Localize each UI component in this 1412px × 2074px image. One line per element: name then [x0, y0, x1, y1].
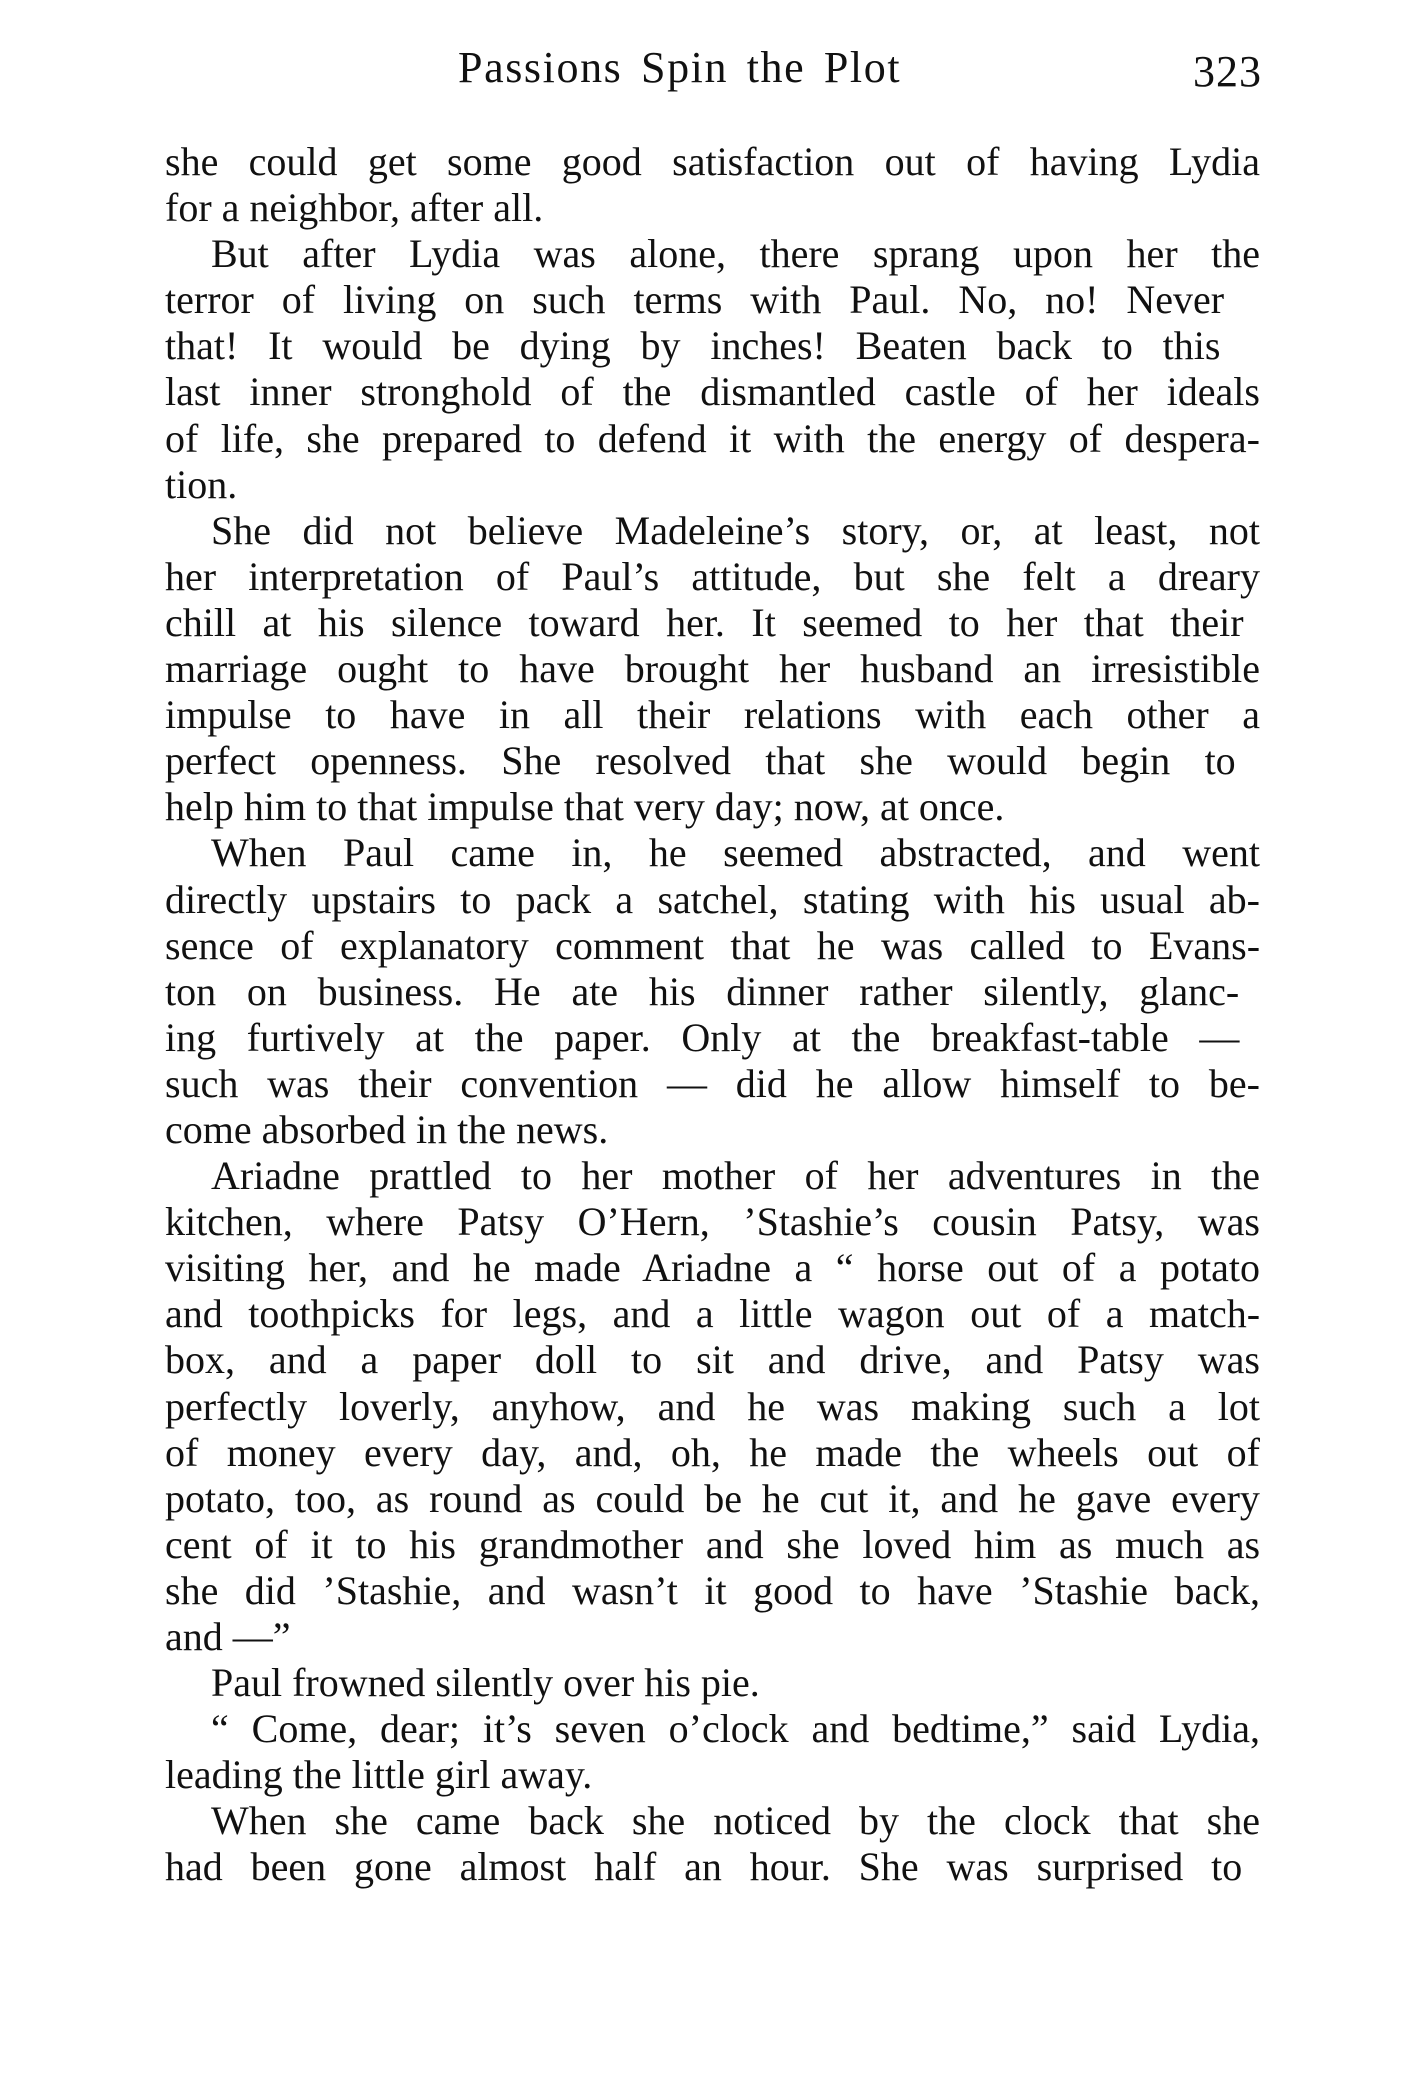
text-line: and —” [165, 1614, 291, 1659]
text-line: directly upstairs to pack a satchel, stating with his usual ab- [165, 876, 1260, 922]
paragraph-first-line: “ Come, dear; it’s seven o’clock and bedtime,” said Lydia, [211, 1706, 1260, 1752]
text-line: kitchen, where Patsy O’Hern, ’Stashie’s cousin Patsy, was [165, 1199, 1260, 1245]
text-line: last inner stronghold of the dismantled castle of her ideals [165, 369, 1260, 415]
paragraph-first-line: But after Lydia was alone, there sprang upon her the [211, 231, 1260, 277]
paragraph-first-line: When Paul came in, he seemed abstracted, and went [211, 830, 1260, 876]
paragraph-first-line: When she came back she noticed by the clock that she [211, 1798, 1260, 1844]
text-line: visiting her, and he made Ariadne a “ horse out of a potato [165, 1245, 1260, 1291]
text-line: impulse to have in all their relations with each other a [165, 692, 1260, 738]
text-line: ton on business. He ate his dinner rather silently, glanc- [165, 968, 1240, 1014]
paragraph-first-line: Ariadne prattled to her mother of her adventures in the [211, 1153, 1260, 1199]
text-line: she could get some good satisfaction out of having Lydia [165, 139, 1260, 184]
text-line: of money every day, and, oh, he made the wheels out of [165, 1429, 1260, 1475]
text-line: for a neighbor, after all. [165, 185, 544, 231]
text-line: and toothpicks for legs, and a little wagon out of a match- [165, 1291, 1260, 1337]
text-line: help him to that impulse that very day; now, at once. [165, 784, 1005, 830]
text-line: perfectly loverly, anyhow, and he was making such a lot [165, 1383, 1260, 1429]
paragraph-first-line: Paul frowned silently over his pie. [211, 1660, 760, 1706]
text-line: sence of explanatory comment that he was called to Evans- [165, 922, 1260, 968]
text-line: her interpretation of Paul’s attitude, but she felt a dreary [165, 553, 1260, 599]
text-line: of life, she prepared to defend it with the energy of despera- [165, 415, 1260, 461]
paragraph-first-line: She did not believe Madeleine’s story, or, at least, not [211, 507, 1260, 553]
text-line: come absorbed in the news. [165, 1106, 609, 1152]
text-line: such was their convention — did he allow himself to be- [165, 1060, 1260, 1106]
text-line: cent of it to his grandmother and she loved him as much as [165, 1521, 1260, 1567]
page-number: 323 [1193, 47, 1262, 96]
text-line: chill at his silence toward her. It seemed to her that their [165, 599, 1244, 645]
text-line: leading the little girl away. [165, 1752, 593, 1798]
text-line: terror of living on such terms with Paul. No, no! Never [165, 277, 1225, 323]
text-line: perfect openness. She resolved that she would begin to [165, 738, 1236, 784]
text-line: that! It would be dying by inches! Beaten back to this [165, 323, 1221, 369]
text-line: potato, too, as round as could be he cut it, and he gave every [165, 1475, 1260, 1521]
body-text [165, 139, 1260, 1891]
text-line: marriage ought to have brought her husband an irresistible [165, 646, 1260, 692]
text-line: ing furtively at the paper. Only at the breakfast-table — [165, 1014, 1240, 1060]
running-title: Passions Spin the Plot [458, 43, 902, 92]
text-line: tion. [165, 461, 238, 507]
text-line: she did ’Stashie, and wasn’t it good to have ’Stashie back, [165, 1567, 1260, 1613]
text-line: had been gone almost half an hour. She was surprised to [165, 1844, 1243, 1890]
text-line: box, and a paper doll to sit and drive, and Patsy was [165, 1337, 1260, 1383]
